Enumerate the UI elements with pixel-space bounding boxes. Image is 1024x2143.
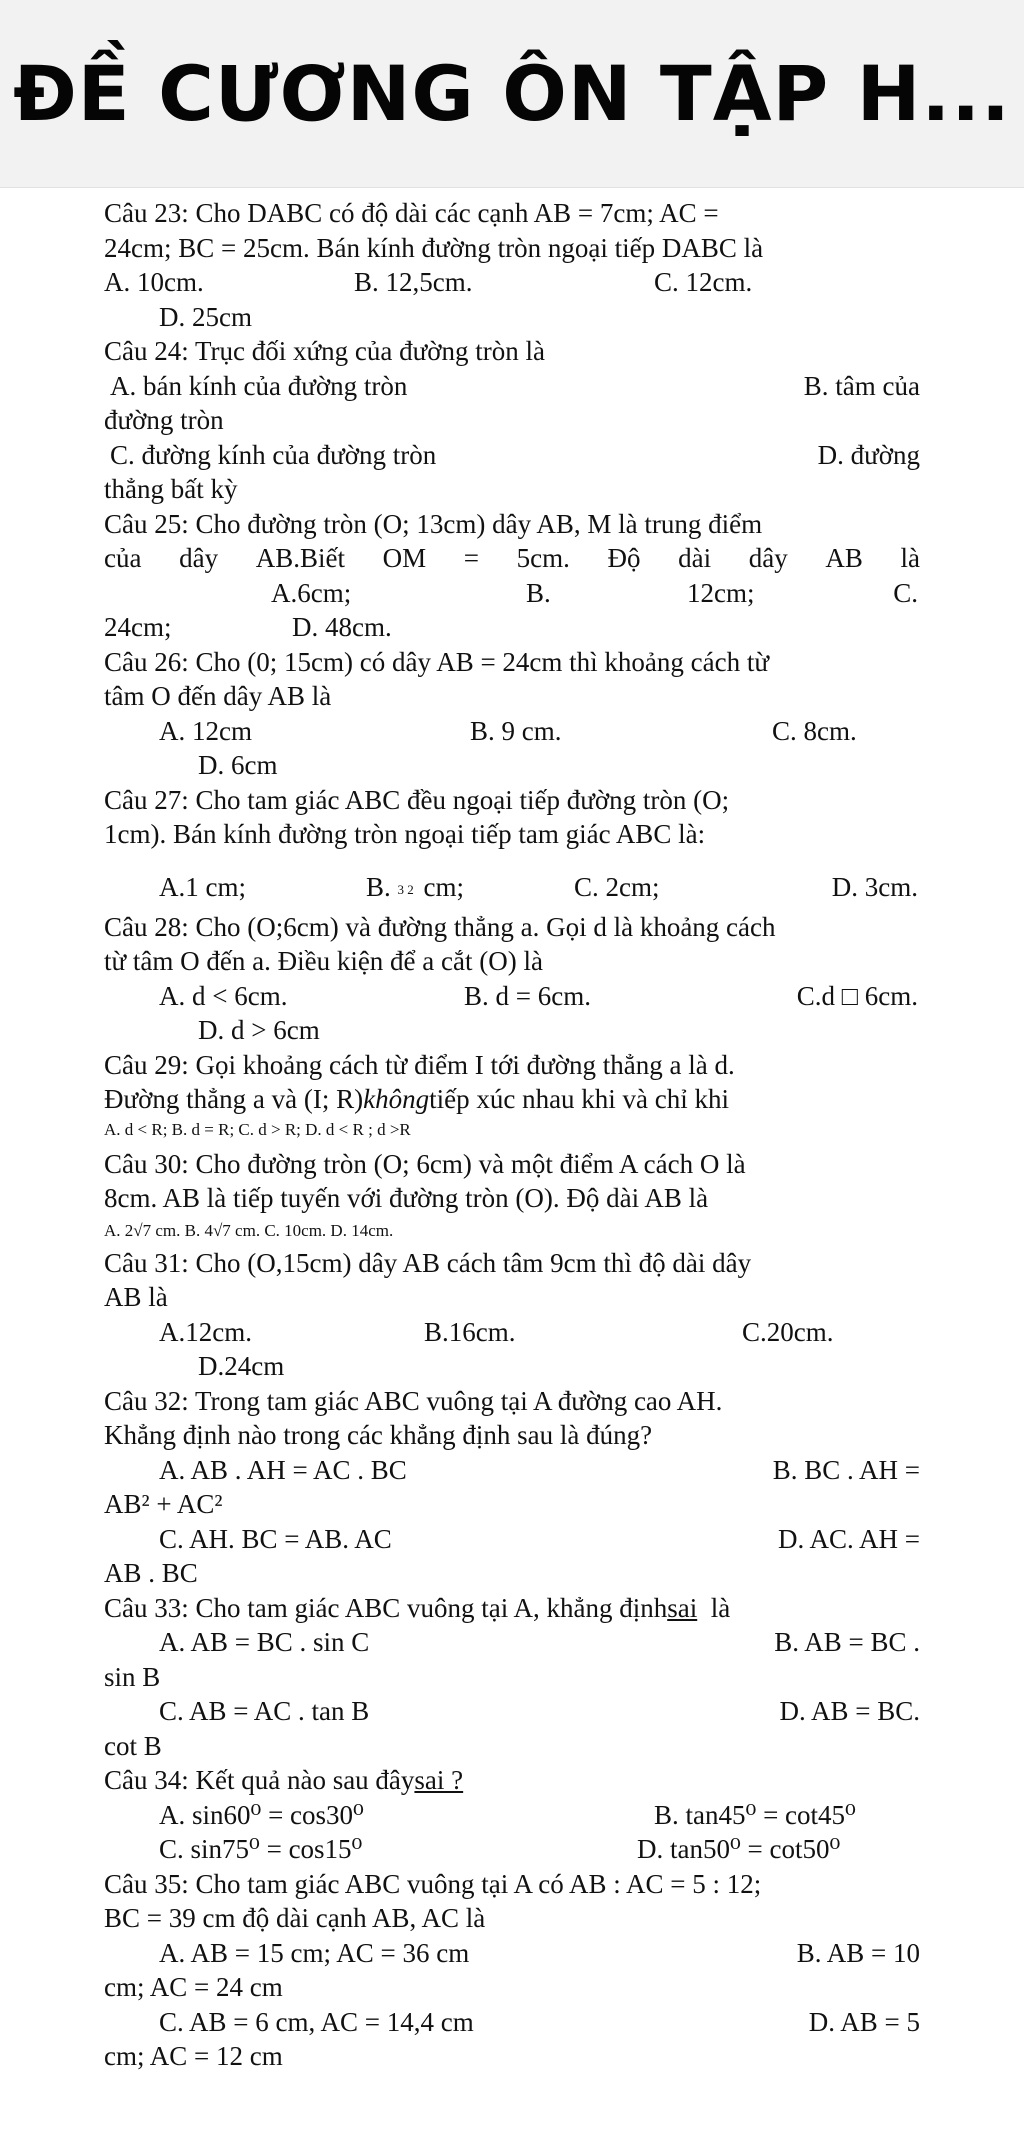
q24-option-d: D. đường — [817, 439, 920, 470]
q35-option-d: D. AB = 5 — [808, 2006, 920, 2037]
q35-option-c: C. AB = 6 cm, AC = 14,4 cm — [159, 2006, 474, 2037]
q32-option-d: D. AC. AH = — [777, 1523, 920, 1554]
q25-line-2 — [104, 541, 920, 576]
q35-option-a: A. AB = 15 cm; AC = 36 cm — [159, 1937, 470, 1968]
q23-line-2: 24cm; BC = 25cm. Bán kính đường tròn ngoại tiếp DABC là — [104, 232, 764, 263]
q24-option-b-cont: đường tròn — [104, 405, 224, 435]
q33-option-c: C. AB = AC . tan B — [159, 1696, 370, 1726]
q26-option-c: C. 8cm. — [772, 715, 857, 746]
q34-options-cd — [104, 1832, 920, 1867]
q25-w1: của — [104, 543, 142, 573]
q35-line-2: BC = 39 cm độ dài cạnh AB, AC là — [104, 1903, 486, 1933]
q33-option-d-cont: cot B — [104, 1730, 162, 1761]
q29-text-c: tiếp xúc nhau khi và chỉ khi — [429, 1084, 730, 1114]
page-title: ĐỀ CƯƠNG ÔN TẬP H... — [13, 49, 1011, 138]
q32-option-a: A. AB . AH = AC . BC — [159, 1454, 407, 1485]
q25-w4: OM — [382, 543, 427, 573]
q31-option-c: C.20cm. — [742, 1316, 834, 1347]
q25-option-c: C. — [893, 577, 918, 608]
q25-option-a: A.6cm; — [271, 577, 352, 608]
q24-option-c: C. đường kính của đường tròn — [110, 439, 437, 470]
q31-line-2: AB là — [104, 1282, 168, 1312]
q28-option-d: D. d > 6cm — [198, 1015, 320, 1045]
q24-option-b: B. tâm của — [803, 370, 920, 401]
q30-line-1: Câu 30: Cho đường tròn (O; 6cm) và một điểm A cách O là — [104, 1148, 746, 1179]
q23-option-c: C. 12cm. — [654, 267, 753, 297]
q31-option-b: B.16cm. — [424, 1316, 516, 1347]
q34-option-c: C. sin75⁰ = cos15⁰ — [159, 1834, 363, 1864]
q25-w6: 5cm. — [516, 543, 570, 573]
q23-option-d: D. 25cm — [159, 301, 252, 332]
q32-options-cd — [104, 1522, 920, 1557]
q25-option-c-value: 24cm; — [104, 612, 172, 642]
q34-underlined: sai ? — [414, 1765, 464, 1795]
q33-option-b-cont: sin B — [104, 1661, 161, 1692]
q23-option-b: B. 12,5cm. — [354, 267, 473, 297]
q28-option-a: A. d < 6cm. — [159, 980, 288, 1011]
document-body — [0, 188, 1024, 2074]
q28-option-b: B. d = 6cm. — [464, 980, 591, 1011]
q23-option-d-line — [104, 300, 920, 335]
q27-options — [104, 852, 920, 910]
q31-option-d-line — [104, 1349, 920, 1384]
q32-line-2: Khẳng định nào trong các khẳng định sau là đúng? — [104, 1420, 653, 1450]
q26-options — [104, 714, 920, 749]
q25-w2: dây — [179, 543, 219, 573]
q29-text-a: Đường thẳng a và (I; R) — [104, 1084, 364, 1114]
q31-option-a: A.12cm. — [159, 1316, 252, 1347]
q33-option-d: D. AB = BC. — [779, 1696, 920, 1726]
title-banner — [0, 0, 1024, 188]
q25-option-b: B. — [526, 577, 551, 608]
q32-option-c: C. AH. BC = AB. AC — [159, 1523, 392, 1554]
q34-options-ab — [104, 1798, 920, 1833]
q35-option-b: B. AB = 10 — [796, 1937, 920, 1968]
q26-option-d-line — [104, 748, 920, 783]
q28-line-2: từ tâm O đến a. Điều kiện để a cắt (O) là — [104, 946, 543, 976]
q25-w8: dài — [678, 543, 712, 573]
q31-line-1: Câu 31: Cho (O,15cm) dây AB cách tâm 9cm thì độ dài dây — [104, 1247, 752, 1278]
q27-option-c: C. 2cm; — [574, 871, 660, 902]
q29-line-2 — [104, 1082, 920, 1117]
q25-w7: Độ — [607, 543, 641, 573]
q27-option-a: A.1 cm; — [159, 871, 246, 902]
q25-option-d: D. 48cm. — [292, 612, 392, 642]
q29-line-1: Câu 29: Gọi khoảng cách từ điểm I tới đường thẳng a là d. — [104, 1049, 735, 1080]
q25-options-cd — [104, 610, 920, 645]
q31-options — [104, 1315, 920, 1350]
q23-options — [104, 265, 920, 300]
q28-option-c: C.d □ 6cm. — [796, 980, 918, 1011]
q32-options-ab — [104, 1453, 920, 1488]
q27-line-1: Câu 27: Cho tam giác ABC đều ngoại tiếp đường tròn (O; — [104, 784, 730, 815]
q33-options-cd — [104, 1694, 920, 1729]
q30-options: A. 2√7 cm. B. 4√7 cm. C. 10cm. D. 14cm. — [104, 1220, 394, 1240]
q25-w5: = — [463, 543, 479, 573]
q34-option-a: A. sin60⁰ = cos30⁰ — [159, 1799, 364, 1830]
q34-option-d: D. tan50⁰ = cot50⁰ — [637, 1834, 841, 1864]
q32-line-1: Câu 32: Trong tam giác ABC vuông tại A đường cao AH. — [104, 1385, 723, 1416]
q35-options-ab — [104, 1936, 920, 1971]
q30-line-2: 8cm. AB là tiếp tuyến với đường tròn (O). Độ dài AB là — [104, 1183, 709, 1213]
q33-text-c: là — [697, 1592, 731, 1623]
fraction-denominator: 2 — [407, 881, 414, 897]
q27-option-d: D. 3cm. — [831, 871, 918, 902]
q24-option-a: A. bán kính của đường tròn — [110, 370, 408, 401]
q35-line-1: Câu 35: Cho tam giác ABC vuông tại A có AB : AC = 5 : 12; — [104, 1868, 762, 1899]
q27-option-b-unit: cm; — [423, 871, 465, 902]
q26-option-b: B. 9 cm. — [470, 715, 562, 746]
q25-w9: dây — [748, 543, 788, 573]
q33-option-b: B. AB = BC . — [774, 1627, 920, 1657]
q25-w11: là — [900, 543, 920, 573]
q25-w3: AB.Biết — [255, 543, 345, 573]
q26-line-2: tâm O đến dây AB là — [104, 681, 332, 711]
q29-options: A. d < R; B. d = R; C. d > R; D. d < R ; d >R — [104, 1119, 411, 1139]
q25-option-b-value: 12cm; — [687, 577, 755, 608]
q27-line-2: 1cm). Bán kính đường tròn ngoại tiếp tam giác ABC là: — [104, 819, 706, 849]
q35-option-b-cont: cm; AC = 24 cm — [104, 1972, 283, 2002]
q25-line-1: Câu 25: Cho đường tròn (O; 13cm) dây AB, M là trung điểm — [104, 508, 763, 539]
fraction-numerator: 3 — [397, 881, 405, 897]
q33-line-1 — [104, 1591, 920, 1626]
q26-line-1: Câu 26: Cho (0; 15cm) có dây AB = 24cm thì khoảng cách từ — [104, 646, 769, 677]
q33-text-a: Câu 33: Cho tam giác ABC vuông tại A, khẳng định — [104, 1592, 668, 1623]
q34-text-a: Câu 34: Kết quả nào sau đây — [104, 1765, 415, 1795]
q34-option-b: B. tan45⁰ = cot45⁰ — [654, 1799, 856, 1830]
q26-option-d: D. 6cm — [198, 750, 278, 780]
q24-options-ab — [104, 369, 920, 404]
q33-option-a: A. AB = BC . sin C — [159, 1627, 370, 1657]
q25-options-abc — [104, 576, 920, 611]
q32-option-d-cont: AB . BC — [104, 1558, 198, 1588]
three-halves-fraction — [398, 883, 414, 896]
q28-option-d-line — [104, 1013, 920, 1048]
q34-line-1 — [104, 1763, 920, 1798]
q32-option-b-cont: AB² + AC² — [104, 1489, 223, 1519]
q23-option-a: A. 10cm. — [104, 267, 204, 297]
q33-underlined: sai — [667, 1592, 698, 1623]
q29-emphasis: không — [363, 1084, 430, 1114]
q33-options-ab — [104, 1625, 920, 1660]
q26-option-a: A. 12cm — [159, 715, 252, 746]
q24-line-1: Câu 24: Trục đối xứng của đường tròn là — [104, 336, 546, 366]
q24-options-cd — [104, 438, 920, 473]
q28-options — [104, 979, 920, 1014]
q23-line-1: Câu 23: Cho DABC có độ dài các cạnh AB = 7cm; AC = — [104, 198, 719, 228]
q27-option-b-label: B. — [366, 871, 391, 902]
q32-option-b: B. BC . AH = — [772, 1454, 920, 1485]
q28-line-1: Câu 28: Cho (O;6cm) và đường thẳng a. Gọi d là khoảng cách — [104, 911, 776, 942]
q31-option-d: D.24cm — [198, 1351, 285, 1381]
q27-option-b — [366, 852, 464, 910]
q35-options-cd — [104, 2005, 920, 2040]
q25-w10: AB — [825, 543, 863, 573]
q24-option-d-cont: thẳng bất kỳ — [104, 474, 238, 504]
q35-option-d-cont: cm; AC = 12 cm — [104, 2041, 283, 2071]
